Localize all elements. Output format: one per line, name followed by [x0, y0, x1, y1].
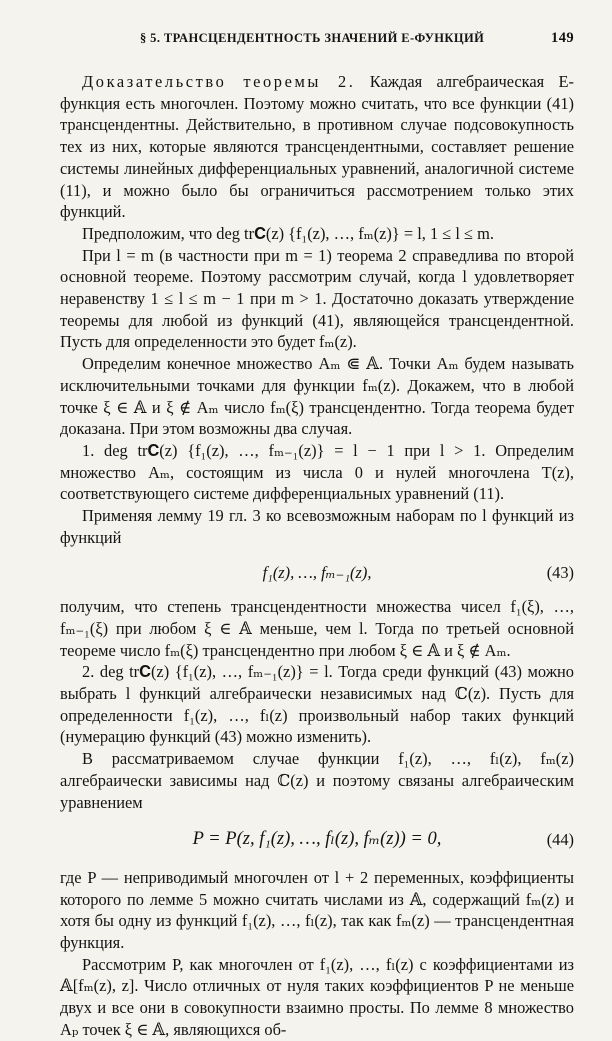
- equation-number: (43): [546, 563, 574, 583]
- paragraph: Предположим, что deg tr𝐂(z) {f₁(z), …, fₘ(z)} = l, 1 ≤ l ≤ m.: [82, 223, 494, 243]
- paragraph: [60, 71, 574, 223]
- running-header: [60, 30, 574, 47]
- equation-number: (44): [546, 830, 574, 850]
- paragraph: Применяя лемму 19 гл. 3 ко всевозможным наборам по l функций из функций: [60, 506, 574, 547]
- paragraph-text: Каждая алгебраическая Е-функция есть многочлен. Поэтому можно считать, что все функции (41) трансцендентны. Действительно, в противном случае подсовокупность тех из них, которые являются трансцендентными, составляет решение системы линейных дифференциальных уравнений, аналогичной системе (11), и можно было бы ограничиться рассмотрением только этих функций.: [60, 72, 574, 222]
- paragraph: 2. deg tr𝐂(z) {f₁(z), …, fₘ₋₁(z)} = l. Тогда среди функций (43) можно выбрать l функций алгебраически независимых над ℂ(z). Пусть для определенности f₁(z), …, fₗ(z) произвольный набор таких функций (нумерацию функций (43) можно изменить).: [60, 662, 574, 747]
- body-text: [60, 71, 574, 1041]
- formula-expression: P = P(z, f₁(z), …, fₗ(z), fₘ(z)) = 0,: [192, 829, 442, 850]
- paragraph: 1. deg tr𝐂(z) {f₁(z), …, fₘ₋₁(z)} = l − 1 при l > 1. Определим множество Aₘ, состоящим из числа 0 и нулей многочлена T(z), соответствующего системе дифференциальных уравнений (11).: [60, 440, 574, 504]
- running-title: § 5. ТРАНСЦЕНДЕНТНОСТЬ ЗНАЧЕНИЙ Е-ФУНКЦИЙ: [140, 31, 485, 45]
- paragraph: Определим конечное множество Aₘ ⋐ 𝔸. Точки Aₘ будем называть исключительными точками для функции fₘ(z). Докажем, что в любой точке ξ ∈ 𝔸 и ξ ∉ Aₘ число fₘ(ξ) трансцендентно. Тогда теорема будет доказана. При этом возможны два случая.: [60, 354, 574, 439]
- proof-heading: Доказательство теоремы 2.: [82, 72, 356, 91]
- formula-expression: f₁(z), …, fₘ₋₁(z),: [262, 563, 372, 583]
- paragraph: где P — неприводимый многочлен от l + 2 переменных, коэффициенты которого по лемме 5 можно считать числами из 𝔸, содержащий fₘ(z) и хотя бы одну из функций f₁(z), …, fₗ(z), так как fₘ(z) — трансцендентная функция.: [60, 867, 574, 953]
- page-number: 149: [551, 30, 574, 46]
- paragraph: получим, что степень трансцендентности множества чисел f₁(ξ), …, fₘ₋₁(ξ) при любом ξ ∈ 𝔸 меньше, чем l. Тогда по третьей основной теореме число fₘ(ξ) трансцендентно при любом ξ ∈ 𝔸 и ξ ∉ Aₘ.: [60, 597, 574, 660]
- paragraph: Рассмотрим P, как многочлен от f₁(z), …, fₗ(z) с коэффициентами из 𝔸[fₘ(z), z]. Число отличных от нуля таких коэффициентов P не меньше двух и все они в совокупности взаимно просты. По лемме 8 множество Aₚ точек ξ ∈ 𝔸, являющихся об-: [60, 954, 574, 1039]
- display-formula-44: [60, 829, 574, 851]
- paragraph: В рассматриваемом случае функции f₁(z), …, fₗ(z), fₘ(z) алгебраически зависимы над ℂ(z) и поэтому связаны алгебраическим уравнением: [60, 749, 574, 812]
- display-formula-43: [60, 562, 574, 584]
- paragraph: При l = m (в частности при m = 1) теорема 2 справедлива по второй основной теореме. Поэтому рассмотрим случай, когда l удовлетворяет неравенству 1 ≤ l ≤ m − 1 при m > 1. Достаточно доказать утверждение теоремы для любой из функций (41), являющейся трансцендентной. Пусть для определенности это будет fₘ(z).: [60, 245, 574, 352]
